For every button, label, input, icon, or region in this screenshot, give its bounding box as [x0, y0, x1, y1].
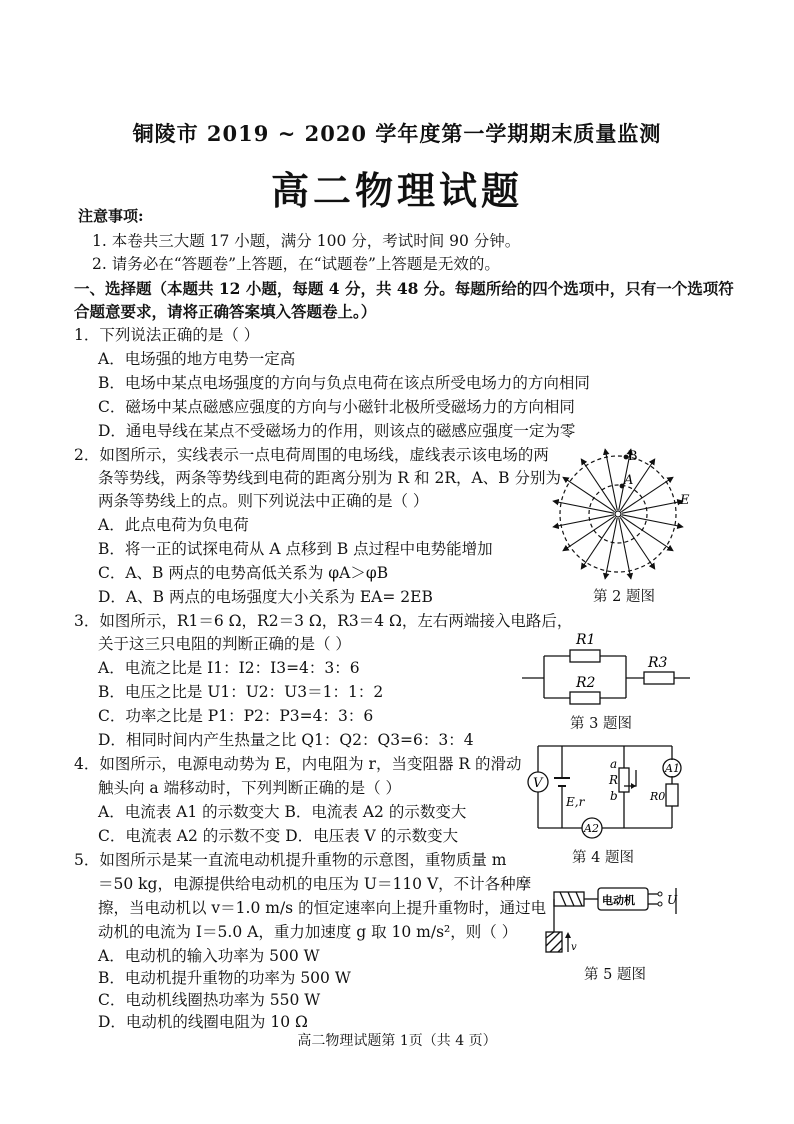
q1-option-d: D．通电导线在某点不受磁场力的作用，则该点的磁感应强度一定为零 — [98, 422, 576, 440]
field-line — [581, 517, 615, 569]
q3-option-b: B．电压之比是 U1：U2：U3＝1：1：2 — [98, 683, 384, 701]
motor-label: 电动机 — [602, 894, 635, 907]
point-charge — [615, 511, 621, 517]
field-line — [553, 501, 614, 513]
q4-options-ab: A．电流表 A1 的示数变大 B．电流表 A2 的示数变大 — [98, 803, 467, 821]
q3-stem-2: 关于这三只电阻的判断正确的是（ ） — [98, 635, 351, 653]
field-line — [605, 449, 617, 510]
q5-option-d: D．电动机的线圈电阻为 10 Ω — [98, 1013, 308, 1031]
q4-options-cd: C．电流表 A2 的示数不变 D．电压表 V 的示数变大 — [98, 827, 459, 845]
label-a-end: a — [610, 757, 618, 771]
q3-circuit-figure — [520, 628, 700, 708]
label-u: U — [667, 893, 678, 907]
resistor-r0 — [666, 784, 678, 806]
q2-field-figure — [548, 448, 698, 590]
q4-circuit-figure — [520, 740, 695, 840]
field-line — [622, 515, 683, 527]
q3-stem-1: 3．如图所示，R1＝6 Ω，R2＝3 Ω，R3＝4 Ω，左右两端接入电路后， — [74, 612, 573, 630]
q3-option-c: C．功率之比是 P1：P2：P3=4：3：6 — [98, 707, 374, 725]
q4-stem-2: 触头向 a 端移动时，下列判断正确的是（ ） — [98, 779, 402, 797]
field-line — [619, 518, 631, 579]
label-r3: R3 — [648, 655, 668, 671]
label-a2: A2 — [584, 822, 599, 835]
field-line — [553, 515, 614, 527]
field-line — [563, 477, 615, 511]
q5-option-a: A．电动机的输入功率为 500 W — [98, 947, 320, 965]
label-b-end: b — [610, 789, 618, 803]
q5-option-c: C．电动机线圈热功率为 550 W — [98, 991, 321, 1009]
q2-stem-1: 2．如图所示，实线表示一点电荷周围的电场线，虚线表示该电场的两 — [74, 446, 549, 464]
q4-figure-caption: 第 4 题图 — [572, 850, 634, 866]
q2-figure-caption: 第 2 题图 — [593, 589, 655, 605]
label-a: A — [624, 473, 634, 488]
notice-item-1: 1. 本卷共三大题 17 小题，满分 100 分，考试时间 90 分钟。 — [92, 232, 521, 250]
exam-title: 高二物理试题 — [270, 168, 523, 213]
field-line — [620, 517, 654, 569]
field-line — [621, 516, 673, 550]
notice-item-2: 2. 请务必在“答题卷”上答题，在“试题卷”上答题是无效的。 — [92, 255, 500, 273]
label-v-speed: v — [571, 942, 577, 953]
rheostat-r — [619, 768, 629, 792]
q5-stem-2: ＝50 kg，电源提供给电动机的电压为 U＝110 V，不计各种摩 — [98, 875, 532, 893]
q2-stem-3: 两条等势线上的点。则下列说法中正确的是（ ） — [98, 492, 429, 510]
section1-heading-2: 合题意要求，请将正确答案填入答题卷上。） — [74, 302, 377, 321]
q1-option-a: A．电场强的地方电势一定高 — [98, 350, 296, 368]
label-e: E — [680, 493, 690, 508]
q2-option-d: D．A、B 两点的电场强度大小关系为 EA= 2EB — [98, 588, 433, 606]
q3-option-a: A．电流之比是 I1：I2：I3=4：3：6 — [98, 659, 360, 677]
q5-stem-3: 擦，当电动机以 v＝1.0 m/s 的恒定速率向上提升重物时，通过电 — [98, 899, 547, 917]
q2-stem-2: 条等势线，两条等势线到电荷的距离分别为 R 和 2R，A、B 分别为 — [98, 469, 561, 487]
q2-option-a: A．此点电荷为负电荷 — [98, 516, 249, 534]
resistor-r3 — [644, 672, 674, 684]
q1-stem: 1．下列说法正确的是（ ） — [74, 326, 260, 344]
q5-stem-4: 动机的电流为 I＝5.0 A，重力加速度 g 取 10 m/s²，则（ ） — [98, 923, 518, 941]
label-r1: R1 — [576, 632, 596, 648]
label-b: B — [628, 449, 638, 464]
q2-option-b: B．将一正的试探电荷从 A 点移到 B 点过程中电势能增加 — [98, 540, 493, 558]
label-a1: A1 — [665, 762, 680, 775]
q4-stem-1: 4．如图所示，电源电动势为 E，内电阻为 r，当变阻器 R 的滑动 — [74, 755, 522, 773]
field-line — [605, 518, 617, 579]
resistor-r1 — [570, 650, 600, 662]
notice-heading: 注意事项: — [78, 207, 144, 225]
label-r: R — [609, 773, 619, 787]
label-v: V — [533, 776, 543, 791]
q3-figure-caption: 第 3 题图 — [570, 716, 632, 732]
label-r2: R2 — [576, 675, 596, 691]
q5-stem-1: 5．如图所示是某一直流电动机提升重物的示意图，重物质量 m — [74, 851, 507, 869]
field-line — [622, 501, 683, 513]
label-r0: R0 — [650, 790, 666, 803]
field-line — [563, 516, 615, 550]
q2-option-c: C．A、B 两点的电势高低关系为 φA＞φB — [98, 564, 389, 582]
q5-figure-caption: 第 5 题图 — [584, 967, 646, 983]
q1-option-b: B．电场中某点电场强度的方向与负点电荷在该点所受电场力的方向相同 — [98, 374, 590, 392]
label-er: E,r — [566, 795, 585, 809]
q5-option-b: B．电动机提升重物的功率为 500 W — [98, 969, 351, 987]
exam-header: 铜陵市 2019 ~ 2020 学年度第一学期期末质量监测 — [132, 121, 662, 146]
q3-option-d: D．相同时间内产生热量之比 Q1：Q2：Q3=6：3：4 — [98, 731, 474, 749]
section1-heading-1: 一、选择题（本题共 12 小题，每题 4 分，共 48 分。每题所给的四个选项中，只有一个选项符 — [74, 279, 734, 298]
q5-motor-figure — [540, 880, 690, 960]
resistor-r2 — [570, 692, 600, 704]
page-footer: 高二物理试题第 1页（共 4 页） — [297, 1033, 497, 1049]
q1-option-c: C．磁场中某点磁感应强度的方向与小磁针北极所受磁场力的方向相同 — [98, 398, 575, 416]
field-line — [581, 459, 615, 511]
